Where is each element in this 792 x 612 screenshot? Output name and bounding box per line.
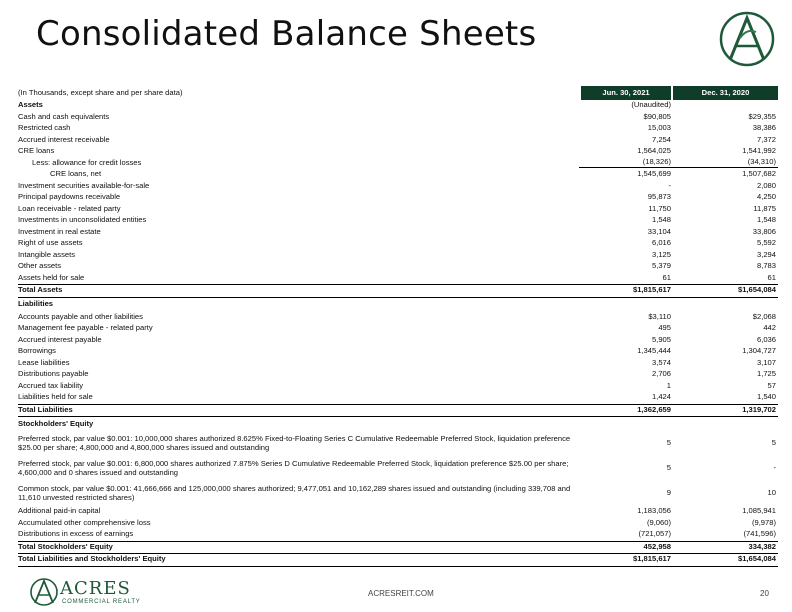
- row-value: 5: [666, 463, 671, 473]
- row-value: 61: [767, 272, 776, 282]
- row-value: $90,805: [643, 111, 671, 121]
- row-label: Accounts payable and other liabilities: [18, 311, 143, 321]
- total-label: Total Liabilities and Stockholders' Equity: [18, 554, 166, 564]
- row-value: 1,545,699: [637, 169, 671, 179]
- table-row: [18, 369, 778, 381]
- row-value: 38,386: [752, 123, 776, 133]
- column-header-jun-2021: Jun. 30, 2021: [581, 86, 671, 100]
- brand-name: ACRES: [60, 578, 131, 599]
- grand-total-row: [18, 554, 778, 567]
- liabilities-heading-row: [18, 298, 778, 312]
- row-value: 9: [666, 488, 671, 498]
- row-value: -: [668, 180, 671, 190]
- unaudited-label: (Unaudited): [631, 100, 671, 110]
- row-value: -: [773, 463, 776, 473]
- table-row: [18, 346, 778, 358]
- row-value: $2,068: [752, 311, 776, 321]
- row-value: (741,596): [743, 529, 776, 539]
- table-row: [18, 181, 778, 193]
- page-title: Consolidated Balance Sheets: [36, 14, 537, 54]
- row-value: 33,806: [752, 226, 776, 236]
- row-value: 4,250: [756, 192, 776, 202]
- row-value: 61: [662, 272, 671, 282]
- table-row: [18, 392, 778, 405]
- row-label: Common stock, par value $0.001: 41,666,666 and 125,000,000 shares authorized; 9,477,051 and 10,162,289 shares issued and outstanding (including 339,708 and 11,610 unvested restricted shares): [18, 483, 571, 502]
- row-value: (9,978): [751, 517, 776, 527]
- total-value: $1,654,084: [737, 285, 776, 295]
- row-value: 1,085,941: [742, 506, 776, 516]
- row-label: Less: allowance for credit losses: [32, 157, 142, 167]
- table-row: [18, 381, 778, 393]
- column-header-dec-2020: Dec. 31, 2020: [673, 86, 778, 100]
- row-value: 5,905: [651, 334, 671, 344]
- row-label: Accrued interest receivable: [18, 134, 110, 144]
- table-row: [18, 112, 778, 124]
- table-row: [18, 456, 778, 481]
- row-value: 1,183,056: [637, 506, 671, 516]
- table-row: [18, 204, 778, 216]
- page-number: 20: [760, 589, 769, 598]
- table-row: [18, 518, 778, 530]
- website-link[interactable]: ACRESREIT.COM: [368, 589, 434, 598]
- row-value: 495: [658, 323, 671, 333]
- row-value: $29,355: [748, 111, 776, 121]
- acres-logo-icon: [28, 576, 60, 608]
- row-label: CRE loans: [18, 146, 55, 156]
- row-value: 10: [767, 488, 776, 498]
- table-row: [18, 529, 778, 542]
- row-value: 7,254: [651, 134, 671, 144]
- row-value: 7,372: [756, 134, 776, 144]
- row-label: Restricted cash: [18, 123, 71, 133]
- table-row: [18, 335, 778, 347]
- section-heading: Assets: [18, 100, 43, 110]
- total-row: [18, 542, 778, 555]
- row-value: 33,104: [647, 226, 671, 236]
- table-row: [18, 146, 778, 158]
- row-label: Preferred stock, par value $0.001: 6,800,000 shares authorized 7.875% Series D Cumulative Redeemable Preferred Stock, liquidation preference $25.00 per share; 4,600,000 and 0 shares issued and outstanding: [18, 458, 569, 477]
- total-label: Total Stockholders' Equity: [18, 541, 113, 551]
- table-row: [18, 123, 778, 135]
- row-value: 5: [666, 438, 671, 448]
- row-value: 15,003: [647, 123, 671, 133]
- row-value: 1,304,727: [742, 346, 776, 356]
- row-value: 5: [771, 438, 776, 448]
- row-value: 95,873: [647, 192, 671, 202]
- row-label: Assets held for sale: [18, 272, 85, 282]
- row-value: (18,326): [579, 158, 671, 168]
- row-value: 11,750: [648, 203, 671, 213]
- row-value: 1,424: [651, 392, 671, 402]
- table-row: [18, 481, 778, 506]
- row-label: Principal paydowns receivable: [18, 192, 121, 202]
- total-value: 1,362,659: [637, 404, 671, 414]
- total-label: Total Liabilities: [18, 404, 73, 414]
- table-row: [18, 215, 778, 227]
- row-value: 5,379: [651, 261, 671, 271]
- row-value: 1,345,444: [637, 346, 671, 356]
- total-value: $1,815,617: [632, 554, 671, 564]
- column-header-row: [18, 86, 778, 100]
- row-label: Other assets: [18, 261, 62, 271]
- page-footer: [0, 578, 792, 612]
- row-value: 1,725: [756, 369, 776, 379]
- table-row: [18, 192, 778, 204]
- row-value: 11,875: [753, 203, 776, 213]
- table-row: [18, 323, 778, 335]
- row-value: 3,125: [651, 249, 671, 259]
- row-label: Cash and cash equivalents: [18, 111, 110, 121]
- table-row: [18, 261, 778, 273]
- row-label: Accrued tax liability: [18, 380, 83, 390]
- table-row: [18, 227, 778, 239]
- row-value: $3,110: [648, 311, 671, 321]
- table-row: [18, 358, 778, 370]
- row-label: Accrued interest payable: [18, 334, 102, 344]
- table-row: [18, 273, 778, 286]
- row-label: Accumulated other comprehensive loss: [18, 517, 151, 527]
- row-value: 6,036: [756, 334, 776, 344]
- table-row: [18, 506, 778, 518]
- row-label: Investments in unconsolidated entities: [18, 215, 147, 225]
- total-row: [18, 405, 778, 418]
- row-value: 57: [767, 380, 776, 390]
- row-value: 1,507,682: [742, 169, 776, 179]
- table-row: [18, 238, 778, 250]
- table-row: [18, 312, 778, 324]
- units-label: (In Thousands, except share and per share data): [18, 87, 183, 97]
- row-value: 442: [763, 323, 776, 333]
- table-row: [18, 431, 778, 456]
- total-value: 452,958: [643, 541, 671, 551]
- row-label: Intangible assets: [18, 249, 75, 259]
- row-value: (9,060): [646, 517, 671, 527]
- section-heading: Liabilities: [18, 299, 54, 309]
- total-value: 334,382: [748, 541, 776, 551]
- row-value: 3,107: [756, 357, 776, 367]
- row-value: 2,706: [651, 369, 671, 379]
- row-value: 1,540: [756, 392, 776, 402]
- row-value: (721,057): [638, 529, 671, 539]
- row-value: 5,592: [756, 238, 776, 248]
- table-row: [18, 158, 778, 170]
- row-label: CRE loans, net: [50, 169, 102, 179]
- brand-subtitle: COMMERCIAL REALTY: [62, 599, 141, 605]
- row-value: 3,294: [756, 249, 776, 259]
- table-row: [18, 169, 778, 181]
- acres-logo-icon: [716, 8, 778, 70]
- section-heading: Stockholders' Equity: [18, 418, 94, 428]
- total-value: $1,815,617: [632, 285, 671, 295]
- table-row: [18, 250, 778, 262]
- equity-heading-row: [18, 417, 778, 431]
- row-label: Management fee payable - related party: [18, 323, 153, 333]
- row-label: Additional paid-in capital: [18, 506, 101, 516]
- row-value: (34,310): [671, 158, 778, 168]
- total-value: 1,319,702: [742, 404, 776, 414]
- row-value: 8,783: [756, 261, 776, 271]
- assets-heading-row: [18, 100, 778, 112]
- row-label: Right of use assets: [18, 238, 83, 248]
- row-label: Loan receivable - related party: [18, 203, 121, 213]
- row-value: 1,548: [651, 215, 671, 225]
- row-label: Preferred stock, par value $0.001: 10,000,000 shares authorized 8.625% Fixed-to-Floating Series C Cumulative Redeemable Preferred Stock, liquidation preference $25.00 per share; 4,800,000 and 4,800,000 shares issued and outstanding: [18, 433, 571, 452]
- row-value: 3,574: [651, 357, 671, 367]
- row-label: Investment in real estate: [18, 226, 101, 236]
- row-value: 1,548: [756, 215, 776, 225]
- row-label: Distributions in excess of earnings: [18, 529, 134, 539]
- table-row: [18, 135, 778, 147]
- total-label: Total Assets: [18, 285, 63, 295]
- row-label: Lease liabilities: [18, 357, 70, 367]
- balance-sheet-table: [18, 86, 778, 567]
- row-label: Distributions payable: [18, 369, 89, 379]
- row-label: Liabilities held for sale: [18, 392, 93, 402]
- total-row: [18, 285, 778, 298]
- row-label: Investment securities available-for-sale: [18, 180, 150, 190]
- row-value: 1: [666, 380, 671, 390]
- row-value: 1,564,025: [637, 146, 671, 156]
- row-value: 6,016: [651, 238, 671, 248]
- row-label: Borrowings: [18, 346, 56, 356]
- row-value: 1,541,992: [742, 146, 776, 156]
- row-value: 2,080: [756, 180, 776, 190]
- total-value: $1,654,084: [737, 554, 776, 564]
